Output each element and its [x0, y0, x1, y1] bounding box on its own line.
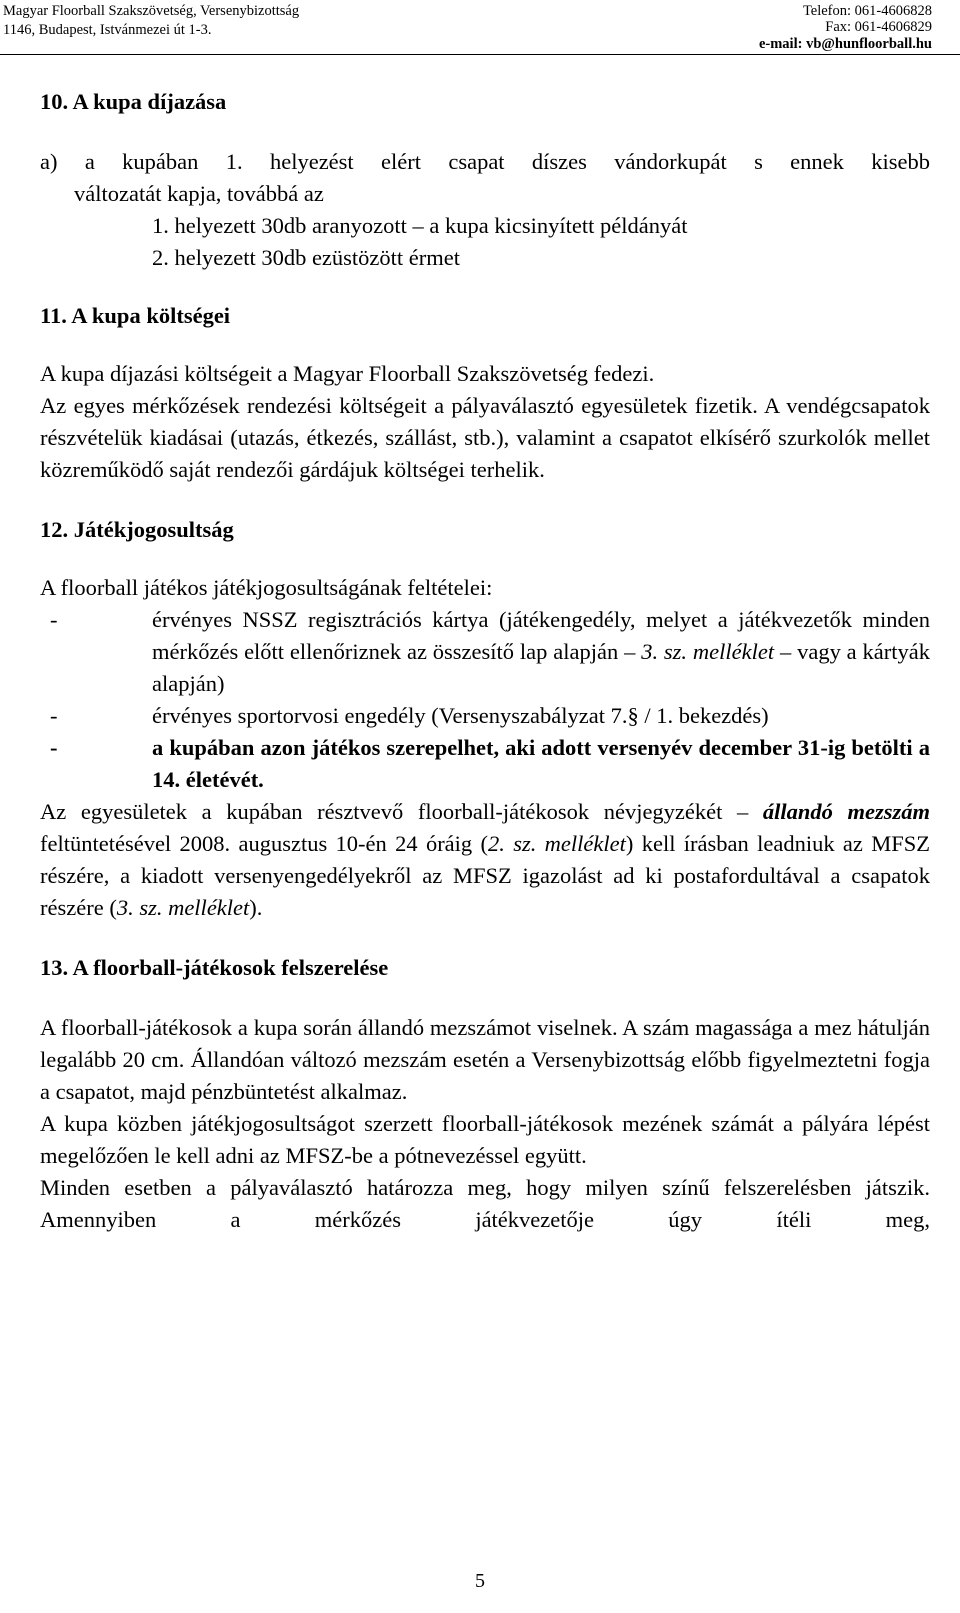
- list-dash: -: [50, 607, 58, 632]
- section-11-paragraph-2: Az egyes mérkőzések rendezési költségeit a pályaválasztó egyesületek fizetik. A vendégcsapatok részvételük kiadásai (utazás, étkezés, szállást, stb.), valamint a csapatot elkísérő szurkolók mellet közreműködő saját rendezői gárdájuk költségei terhelik.: [40, 393, 930, 482]
- section-13-paragraph-1: A floorball-játékosok a kupa során állandó mezszámot viselnek. A szám magassága a mez hátulján legalább 20 cm. Állandóan változó mezszám esetén a Versenybizottság előbb figyelmeztetni fogja a csapatot, majd pénzbüntetést alkalmaz.: [40, 1015, 930, 1104]
- s12-jersey-number-emphasis: állandó mezszám: [762, 799, 930, 824]
- s12-appendix-3-ref: 3. sz. melléklet: [116, 895, 250, 920]
- bullet-2-text: érvényes sportorvosi engedély (Versenyszabályzat 7.§ / 1. bekezdés): [152, 703, 769, 728]
- list-item: [40, 604, 930, 700]
- bullet-1-appendix-ref: 3. sz. melléklet: [641, 639, 775, 664]
- section-11-paragraph-1: A kupa díjazási költségeit a Magyar Floorball Szakszövetség fedezi.: [40, 361, 655, 386]
- eligibility-list: [40, 604, 930, 796]
- section-10-prize-2: 2. helyezett 30db ezüstözött érmet: [152, 245, 461, 270]
- bullet-1-text-end: – vagy a kártyák alapján): [152, 639, 930, 696]
- header-fax: Fax: 061-4606829: [825, 19, 932, 35]
- s12-text-1: Az egyesületek a kupában résztvevő floorball-játékosok névjegyzékét –: [40, 799, 763, 824]
- section-12-intro: A floorball játékos játékjogosultságának feltételei:: [40, 575, 493, 600]
- document-body: [40, 86, 930, 1236]
- section-13-paragraph-3: Minden esetben a pályaválasztó határozza meg, hogy milyen színű felszerelésben játszik. Amennyiben a mérkőzés játékvezetője úgy ítéli meg,: [40, 1175, 930, 1232]
- section-10-item-a-line2: változatát kapja, továbbá az: [74, 181, 324, 206]
- section-12-heading: 12. Játékjogosultság: [40, 517, 234, 542]
- section-11-heading: 11. A kupa költségei: [40, 303, 231, 328]
- header-org-name: Magyar Floorball Szakszövetség, Versenybizottság: [3, 3, 300, 19]
- page-number: 5: [475, 1570, 485, 1592]
- section-10-item-a-line1: a) a kupában 1. helyezést elért csapat díszes vándorkupát s ennek kisebb: [40, 149, 930, 174]
- list-item: [40, 700, 930, 732]
- header-phone: Telefon: 061-4606828: [802, 3, 932, 19]
- list-item: [40, 732, 930, 796]
- s12-text-4: ).: [249, 895, 263, 920]
- section-10-prize-1: 1. helyezett 30db aranyozott – a kupa kicsinyített példányát: [152, 213, 688, 238]
- list-dash: -: [50, 735, 58, 760]
- section-12-paragraph: [40, 796, 930, 924]
- bullet-1-text: érvényes NSSZ regisztrációs kártya (játékengedély, melyet a játékvezetők minden mérkőzés előtt ellenőriznek az összesítő lap alapján –: [152, 607, 930, 664]
- header-address: 1146, Budapest, Istvánmezei út 1-3.: [3, 22, 212, 38]
- page-header: [0, 0, 960, 55]
- list-dash: -: [50, 703, 58, 728]
- bullet-3-text: a kupában azon játékos szerepelhet, aki adott versenyév december 31-ig betölti a 14. életévét.: [152, 735, 930, 792]
- section-10-heading: 10. A kupa díjazása: [40, 89, 227, 114]
- section-13-heading: 13. A floorball-játékosok felszerelése: [40, 955, 389, 980]
- s12-text-3: ) kell írásban leadniuk az MFSZ részére, a kiadott versenyengedélyekről az MFSZ igazolást ad ki postafordultával a csapatok részére (: [40, 831, 930, 920]
- section-13-paragraph-2: A kupa közben játékjogosultságot szerzett floorball-játékosok mezének számát a pályára lépést megelőzően le kell adni az MFSZ-be a pótnevezéssel együtt.: [40, 1111, 930, 1168]
- header-email: e-mail: vb@hunfloorball.hu: [758, 36, 932, 52]
- s12-text-2: feltüntetésével 2008. augusztus 10-én 24 óráig (: [40, 831, 488, 856]
- s12-appendix-2-ref: 2. sz. melléklet: [488, 831, 626, 856]
